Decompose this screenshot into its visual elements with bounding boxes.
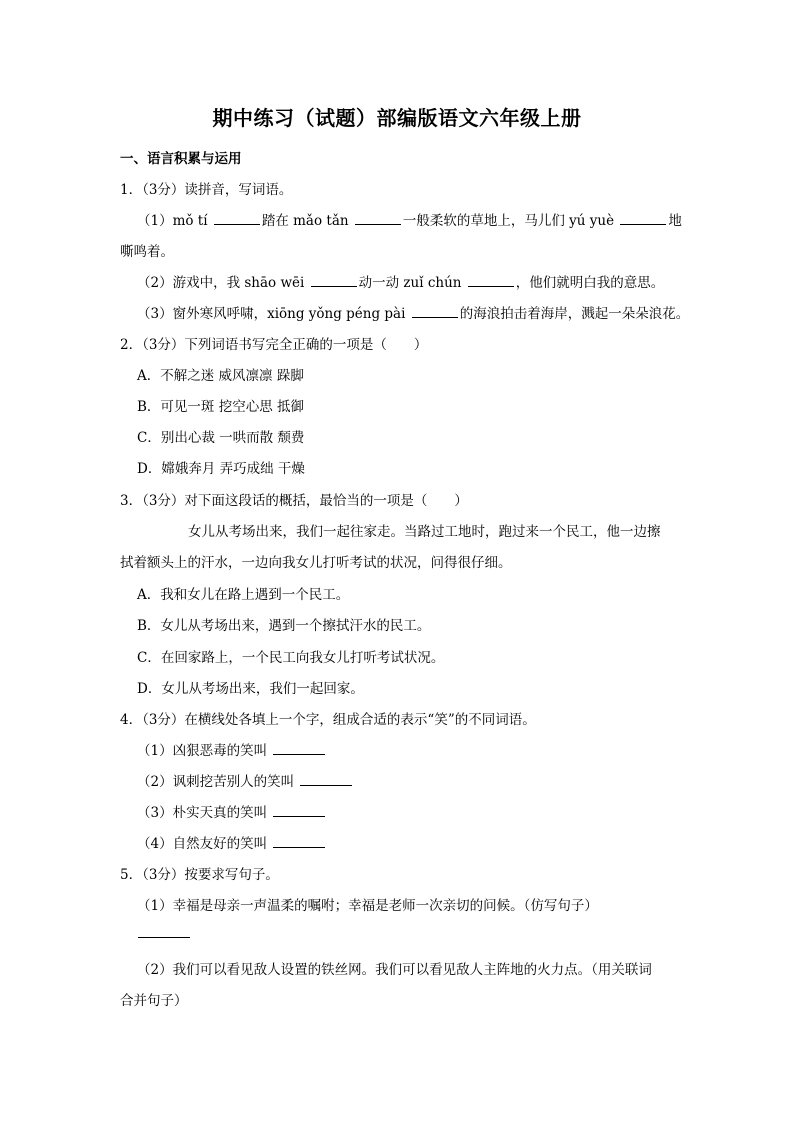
answer-blank[interactable] (355, 223, 401, 225)
answer-blank[interactable] (273, 753, 325, 755)
q4-item3 (137, 801, 327, 821)
q3-stem: 3．（3分）对下面这段话的概括，最恰当的一项是（ ） (120, 493, 468, 509)
answer-blank[interactable] (273, 846, 325, 848)
q1-stem: 1．（3分）读拼音，写词语。 (120, 182, 293, 198)
q2-option-b[interactable]: B．可见一斑 挖空心思 抵御 (137, 399, 305, 415)
q5-item2-cont: 合并句子） (120, 993, 188, 1009)
q1-text: 地 (668, 213, 682, 229)
answer-blank[interactable] (214, 223, 260, 225)
q2-option-d[interactable]: D．嫦娥奔月 弄巧成绌 干燥 (137, 461, 305, 477)
q1-text: 踏在 mǎo tǎn (261, 213, 353, 229)
q3-option-b[interactable]: B．女儿从考场出来，遇到一个擦拭汗水的民工。 (137, 618, 431, 634)
q3-passage-line1: 女儿从考场出来，我们一起往家走。当路过工地时，跑过来一个民工，他一边擦 (188, 524, 661, 540)
answer-blank[interactable] (138, 936, 190, 938)
q4-item4 (137, 832, 327, 852)
q5-item1-answer (120, 926, 192, 942)
q3-passage-line2: 拭着额头上的汗水，一边向我女儿打听考试的状况，问得很仔细。 (120, 555, 512, 571)
q1-text: 动一动 zuǐ chún (358, 275, 466, 291)
answer-blank[interactable] (620, 223, 666, 225)
q1-text: 的海浪拍击着海岸，溅起一朵朵浪花。 (459, 306, 690, 322)
q1-line1 (137, 209, 682, 229)
q3-option-d[interactable]: D．女儿从考场出来，我们一起回家。 (137, 681, 364, 697)
q1-text: 一般柔软的草地上，马儿们 yú yuè (402, 213, 619, 229)
q4-text: （1）凶狠恶毒的笑叫 (137, 743, 272, 759)
q2-option-c[interactable]: C．别出心裁 一哄而散 颓费 (137, 430, 305, 446)
q1-text: （3）窗外寒风呼啸，xiōng yǒng péng pài (137, 306, 410, 322)
q2-option-a[interactable]: A．不解之迷 威风凛凛 跺脚 (137, 368, 304, 384)
q4-text: （4）自然友好的笑叫 (137, 836, 272, 852)
page-title: 期中练习（试题）部编版语文六年级上册 (212, 106, 582, 130)
q4-item2 (137, 770, 354, 790)
q5-item1: （1）幸福是母亲一声温柔的嘱咐；幸福是老师一次亲切的问候。（仿写句子） (137, 898, 598, 914)
q4-stem: 4．（3分）在横线处各填上一个字，组成合适的表示“笑”的不同词语。 (120, 712, 536, 728)
q1-text: ，他们就明白我的意思。 (515, 275, 665, 291)
answer-blank[interactable] (412, 316, 458, 318)
q1-line2 (137, 271, 664, 291)
section-heading: 一、语言积累与运用 (120, 151, 242, 167)
q5-item2: （2）我们可以看见敌人设置的铁丝网。我们可以看见敌人主阵地的火力点。（用关联词 (137, 962, 652, 978)
answer-blank[interactable] (468, 285, 514, 287)
q1-line1-cont: 嘶鸣着。 (120, 244, 174, 260)
answer-blank[interactable] (311, 285, 357, 287)
q3-option-c[interactable]: C．在回家路上，一个民工向我女儿打听考试状况。 (137, 650, 445, 666)
q1-text: （2）游戏中，我 shāo wēi (137, 275, 309, 291)
answer-blank[interactable] (273, 815, 325, 817)
q3-option-a[interactable]: A．我和女儿在路上遇到一个民工。 (137, 587, 350, 603)
q2-stem: 2．（3分）下列词语书写完全正确的一项是（ ） (120, 337, 428, 353)
q4-text: （2）讽刺挖苦别人的笑叫 (137, 774, 299, 790)
q4-text: （3）朴实天真的笑叫 (137, 805, 272, 821)
answer-blank[interactable] (300, 784, 352, 786)
q5-stem: 5．（3分）按要求写句子。 (120, 867, 279, 883)
q4-item1 (137, 739, 327, 759)
q1-text: （1）mǒ tí (137, 213, 212, 229)
q1-line3 (137, 302, 689, 322)
